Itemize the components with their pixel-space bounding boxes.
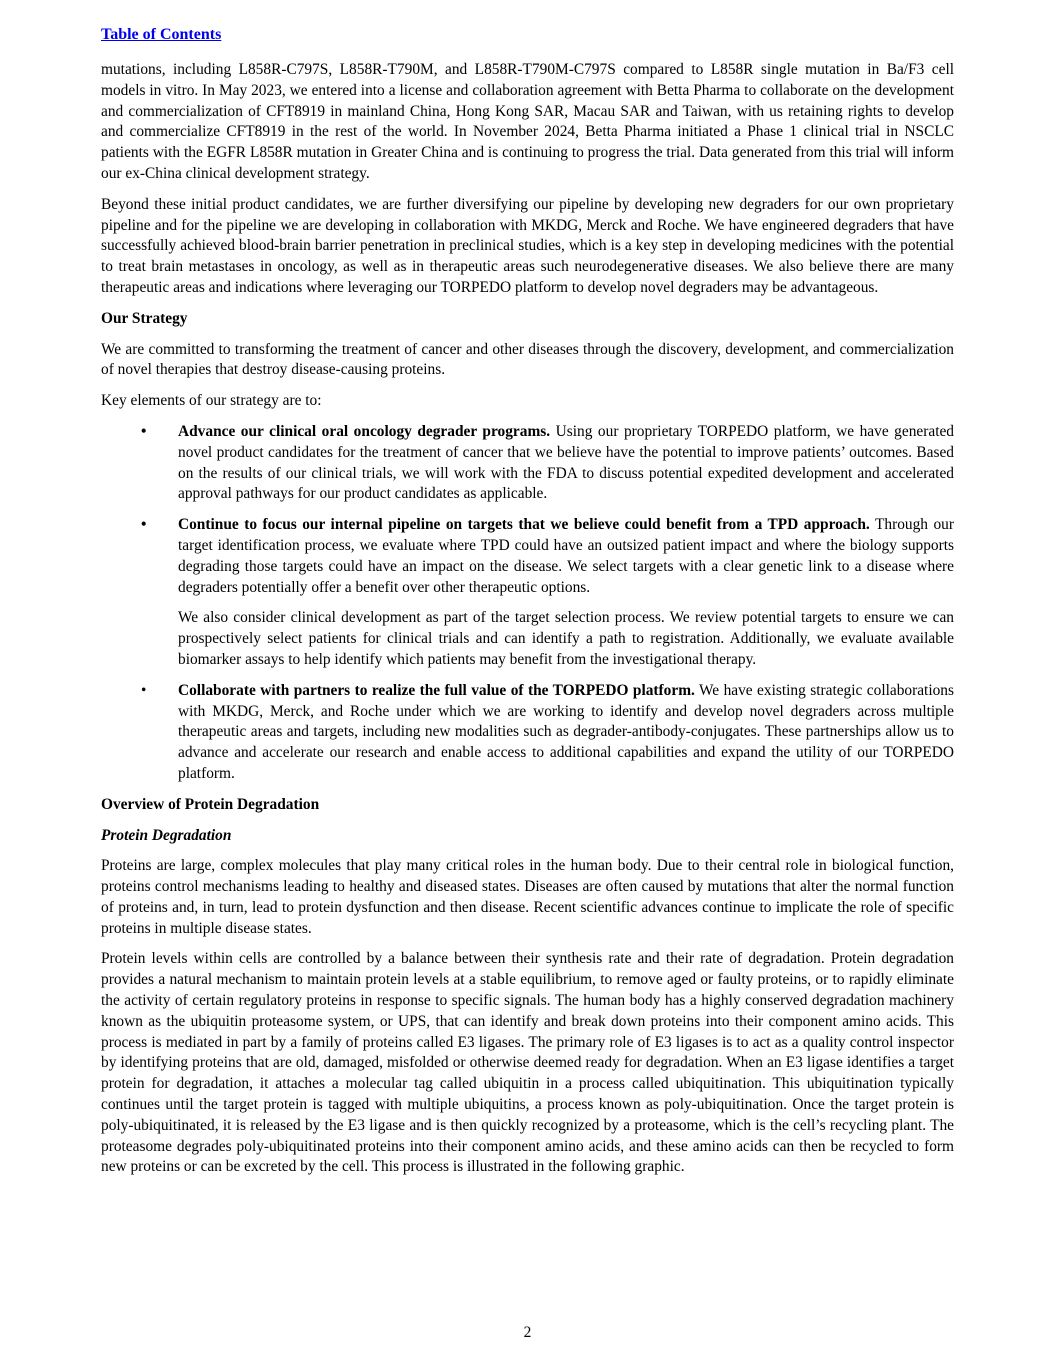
strategy-bullet-3: [101, 681, 954, 785]
subheading-protein-degradation: Protein Degradation: [101, 826, 232, 844]
heading-our-strategy: Our Strategy: [101, 309, 188, 327]
bullet-3-text: [178, 681, 954, 785]
paragraph-pipeline: Beyond these initial product candidates, we are further diversifying our pipeline by developing new degraders for our own proprietary pipeline and for the pipeline we are developing in collaboration with MKDG, Merck and Roche. We have engineered degraders that have successfully achieved blood-brain barrier penetration in preclinical studies, which is a key step in developing medicines with the potential to treat brain metastases in oncology, as well as in therapeutic areas such neurodegenerative diseases. We also believe there are many therapeutic areas and indications where leveraging our TORPEDO platform to develop novel degraders may be advantageous.: [101, 195, 954, 296]
page-number: 2: [523, 1324, 532, 1341]
bullet-marker: •: [141, 516, 147, 534]
paragraph-protein-levels: Protein levels within cells are controlled by a balance between their synthesis rate and their rate of degradation. Protein degradation provides a natural mechanism to maintain protein levels at a stable equilibrium, to remove aged or faulty proteins, or to rapidly eliminate the activity of certain regulatory proteins in response to specific signals. The human body has a highly conserved degradation machinery known as the ubiquitin proteasome system, or UPS, that can identify and break down proteins into their component amino acids. This process is mediated in part by a family of proteins called E3 ligases. The primary role of E3 ligases is to act as a quality control inspector by identifying proteins that are old, damaged, misfolded or otherwise deemed ready for degradation. When an E3 ligase identifies a target protein for degradation, it attaches a molecular tag called ubiquitin in a process called ubiquitination. This ubiquitination typically continues until the target protein is tagged with multiple ubiquitins, a process known as poly-ubiquitination. Once the target protein is poly-ubiquitinated, it is released by the E3 ligase and is then quickly recognized by a proteasome, which is the cell’s recycling plant. The proteasome degrades poly-ubiquitinated proteins into their component amino acids, and these amino acids can then be recycled to form new proteins or can be excreted by the cell. This process is illustrated in the following graphic.: [101, 950, 954, 1176]
strategy-bullet-2: [101, 515, 954, 598]
bullet-2-lead: Continue to focus our internal pipeline on targets that we believe could benefit from a TPD approach.: [178, 516, 870, 534]
paragraph-cft8919: mutations, including L858R-C797S, L858R-T790M, and L858R-T790M-C797S compared to L858R single mutation in Ba/F3 cell models in vitro. In May 2023, we entered into a license and collaboration agreement with Betta Pharma to collaborate on the development and commercialization of CFT8919 in mainland China, Hong Kong SAR, Macau SAR and Taiwan, with us retaining rights to develop and commercialize CFT8919 in the rest of the world. In November 2024, Betta Pharma initiated a Phase 1 clinical trial in NSCLC patients with the EGFR L858R mutation in Greater China and is continuing to progress the trial. Data generated from this trial will inform our ex-China clinical development strategy.: [101, 61, 954, 182]
strategy-bullet-2-followup: [101, 608, 954, 670]
bullet-1-lead: Advance our clinical oral oncology degrader programs.: [178, 422, 551, 440]
paragraph-proteins: Proteins are large, complex molecules that play many critical roles in the human body. Due to their central role in biological function, proteins control mechanisms leading to healthy and diseased states. Diseases are often caused by mutations that alter the normal function of proteins and, in turn, lead to protein dysfunction and then disease. Recent scientific advances continue to implicate the role of specific proteins in multiple disease states.: [101, 857, 954, 937]
paragraph-key-elements: Key elements of our strategy are to:: [101, 392, 322, 410]
bullet-2-followup-text: We also consider clinical development as part of the target selection process. We review potential targets to ensure we can prospectively select patients for clinical trials and can identify a path to registration. Additionally, we evaluate available biomarker assays to help identify which patients may benefit from the investigational therapy.: [178, 609, 954, 668]
table-of-contents-link[interactable]: Table of Contents: [101, 26, 222, 43]
bullet-1-body: Using our proprietary TORPEDO platform, we have generated novel product candidates for the treatment of cancer that we believe have the potential to improve patients’ outcomes. Based on the results of our clinical trials, we will work with the FDA to discuss potential expedited development and accelerated approval pathways for our product candidates as applicable.: [178, 422, 954, 503]
bullet-3-lead: Collaborate with partners to realize the full value of the TORPEDO platform.: [178, 681, 695, 699]
heading-overview-protein-degradation: Overview of Protein Degradation: [101, 795, 320, 813]
bullet-marker: •: [141, 422, 147, 440]
bullet-2-body: Through our target identification process, we evaluate where TPD could have an outsized patient impact and where the biology supports degrading those targets could have an impact on the disease. We select targets with a clear genetic link to a disease where degraders potentially offer a benefit over other therapeutic options.: [178, 516, 955, 596]
bullet-marker: •: [141, 681, 147, 699]
document-page: [101, 26, 954, 1188]
paragraph-strategy-intro: We are committed to transforming the treatment of cancer and other diseases through the discovery, development, and commercialization of novel therapies that destroy disease-causing proteins.: [101, 340, 954, 379]
bullet-1-text: [178, 422, 954, 505]
toc-link-wrapper: [101, 26, 954, 44]
bullet-3-body: We have existing strategic collaborations with MKDG, Merck, and Roche under which we are working to identify and develop novel degraders across multiple therapeutic areas and targets, including new modalities such as degrader-antibody-conjugates. These partnerships allow us to advance and accelerate our research and enable access to additional capabilities and expand the utility of our TORPEDO platform.: [178, 681, 954, 782]
strategy-bullet-1: [101, 422, 954, 505]
bullet-2-text: [178, 515, 954, 598]
